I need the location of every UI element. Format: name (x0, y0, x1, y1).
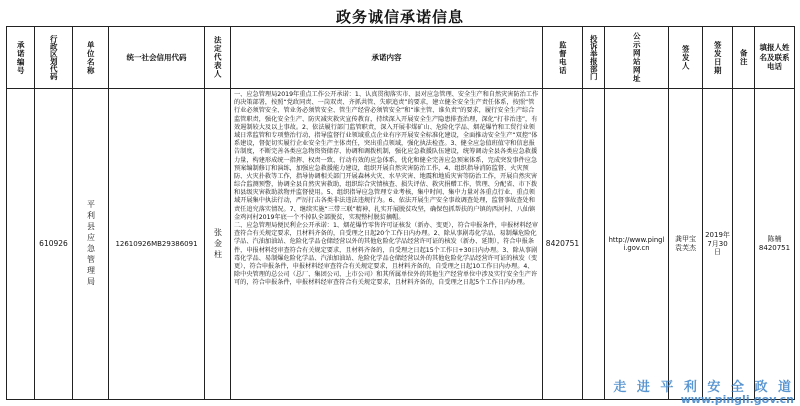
header-credit-code: 统一社会信用代码 (109, 27, 205, 89)
header-website: 公示网站网址 (605, 27, 669, 89)
header-row (7, 27, 795, 89)
header-signer: 签发人 (669, 27, 703, 89)
cell-date: 2019年7月30日 (703, 89, 733, 400)
header-content: 承诺内容 (231, 27, 543, 89)
cell-signer: 龚甲宝 袁芙杰 (669, 89, 703, 400)
content-paragraph: 二、应急管理局便民利企公开承诺：1、烟花爆竹零售许可证核发（新办、变更），符合申报条件，申报材料经审查符合有关规定要求，且材料齐备的，自受理之日起20个工作日内办理。2、除从事剧毒化学品、易制爆危险化学品、汽油加油站、危险化学品仓储经营以外的其他危险化学品经营许可证的核发（新办、延期），符合申报条件，申报材料经审查符合有关规定要求，且材料齐备的，自受理之日起15个工作日+30日内办理。3、除从事剧毒化学品、易制爆危险化学品、汽油加油站、危险化学品仓储经营以外的其他危险化学品经营许可证的核发（变更），符合申报条件，申报材料经审查符合有关规定要求，且材料齐备的，自受理之日起10工作日内办理。4、除中央管理的总公司（总厂、集团公司、上市公司）和其所属单位外的其他生产经营单位中涉及实行安全生产许可的，符合申报条件，申报材料经审查符合有关规定要求，且材料齐备的，自受理之日起5个工作日内办理。 (234, 222, 539, 287)
watermark-url: www.pingli.gov.cn (680, 393, 794, 406)
cell-credit-code: 12610926MB29386091 (109, 89, 205, 400)
header-note: 备注 (733, 27, 755, 89)
cell-note (733, 89, 755, 400)
cell-rep: 张金柱 (205, 89, 231, 400)
cell-unit: 平利县应急管理局 (73, 89, 109, 400)
header-filler: 填报人姓名及联系电话 (755, 27, 795, 89)
table-row (7, 89, 795, 400)
content-paragraph: 一、应急管理局2019年重点工作公开承诺：1、认真贯彻落实市、县对应急管理、安全生产和自然灾害防治工作的决策部署，按照“党政同责、一岗双责、齐抓共管、失职追责”的要求，建立健全安全生产责任体系，按照“管行业必须管安全、管业务必须管安全、管生产经营必须管安全”和“谁主管、谁负责”的要求，履行安全生产综合监管职责，强化安全生产、防灾减灾救灾宣传教育，持续深入开展安全生产隐患排查治理，深化“打非治违”，有效遏制较大及以上事故。2、依法履行部门监管职责，深入开展非煤矿山、危险化学品、烟花爆竹和工贸行业领域日常监管和专项整治行动，指导监督行业领域重点企业有序开展安全标准化建设，全面推动安全生产“双控”体系建设，督促切实履行企业安全生产主体责任，突出重点领域，强化执法检查。3、健全应急值班值守和信息报告制度，不断完善各类应急物资资储存、协调和调拨机制，强化应急救援队伍建设，统筹调动全县各类应急救援力量，构建形成统一指挥、权责一致、行动有效的应急体系，优化和健全完善应急预案体系，完成突发事件应急预案编制修订和演练，加强应急救援能力建设，组织开展自然灾害防治工作，4、组织指导消防监督、火灾预防、火灾扑救等工作，指导协调相关部门开展森林火灾、水旱灾害、地震和地质灾害等防治工作，开展自然灾害综合监测预警，协调全县自然灾害救助，组织综合灾情核查、损失评估、救灾捐赠工作，管理、分配省、市下拨和县级灾害救助款物并监督使用。5、组织指导应急管理专业考核，集中时间、集中力量对各重点行业、重点领域开展集中执法行动，严厉打击各类非法违法违规行为。6、依法开展生产安全事故调查处理，监督事故查处和责任追究落实情况。7、继续实施“三带三联”精神，扎实开展脱贫攻坚，确保包抓帮扶的户镇的西河村、八仙镇金鸡河村2019年底一个不掉队全部脱贫，实现整村脱贫摘帽。 (234, 91, 539, 221)
page-title: 政务诚信承诺信息 (335, 8, 464, 26)
cell-website[interactable]: http://www.pingli.gov.cn (605, 89, 669, 400)
cell-content (231, 89, 543, 400)
header-complaint: 投诉举报部门 (583, 27, 605, 89)
header-area: 行政区划代码 (35, 27, 73, 89)
cell-complaint (583, 89, 605, 400)
header-date: 签发日期 (703, 27, 733, 89)
header-sup-phone: 监督电话 (543, 27, 583, 89)
header-no: 承诺编号 (7, 27, 35, 89)
cell-no (7, 89, 35, 400)
cell-filler: 陈楠 8420751 (755, 89, 795, 400)
header-rep: 法定代表人 (205, 27, 231, 89)
watermark-text: 走 进 平 利 安 全 政 道 (613, 380, 794, 395)
header-unit: 单位名称 (73, 27, 109, 89)
watermark (454, 376, 794, 406)
commitment-table (6, 26, 795, 400)
cell-sup-phone: 8420751 (543, 89, 583, 400)
cell-area: 610926 (35, 89, 73, 400)
